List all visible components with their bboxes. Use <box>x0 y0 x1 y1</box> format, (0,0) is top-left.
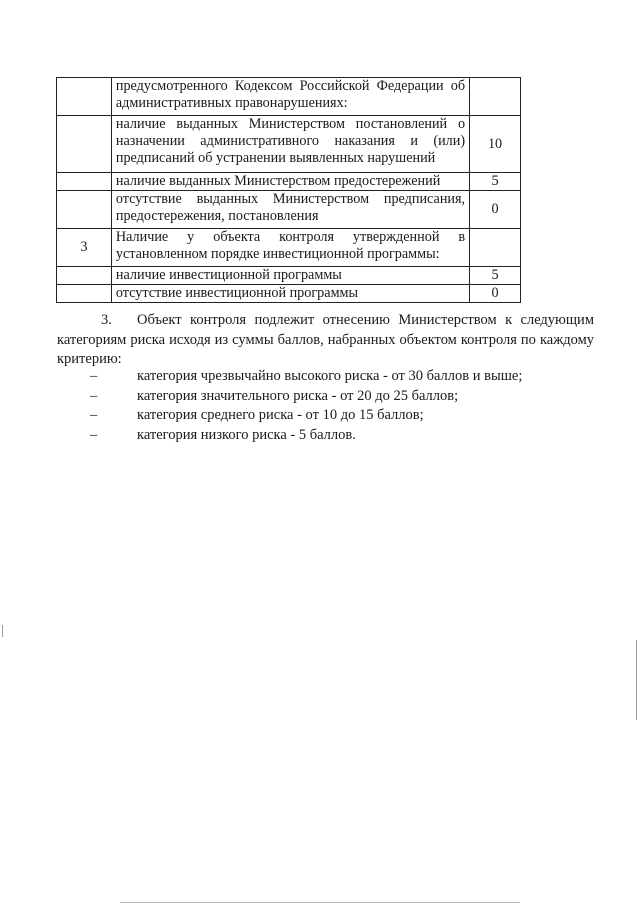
score-value: 10 <box>470 116 521 173</box>
row-number <box>57 78 112 116</box>
criterion-text: отсутствие выданных Министерством предписания, предостережения, постановления <box>111 191 469 229</box>
row-number <box>57 285 112 303</box>
list-item-text: категория чрезвычайно высокого риска - от 30 баллов и выше; <box>137 368 523 384</box>
criterion-text: Наличие у объекта контроля утвержденной в установленном порядке инвестиционной программы: <box>111 229 469 267</box>
score-value: 0 <box>470 191 521 229</box>
scan-edge-mark <box>2 625 3 637</box>
list-item <box>90 426 522 446</box>
list-item-text: категория среднего риска - от 10 до 15 баллов; <box>137 407 424 423</box>
list-item-text: категория значительного риска - от 20 до 25 баллов; <box>137 387 459 404</box>
criterion-text: предусмотренного Кодексом Российской Федерации об административных правонарушениях: <box>111 78 469 116</box>
row-number <box>57 191 112 229</box>
paragraph-text: Объект контроля подлежит отнесению Министерством к следующим категориям риска исходя из суммы баллов, набранных объектом контроля по каждому критерию: <box>57 312 594 367</box>
dash-bullet: – <box>90 387 98 404</box>
dash-bullet: – <box>90 426 98 443</box>
criterion-text: отсутствие инвестиционной программы <box>111 285 469 303</box>
row-number <box>57 116 112 173</box>
table-row <box>57 173 521 191</box>
dash-bullet: – <box>90 368 98 384</box>
paragraph-number: 3. <box>101 312 112 328</box>
table-row <box>57 267 521 285</box>
row-number <box>57 173 112 191</box>
row-number <box>57 267 112 285</box>
scan-edge-mark <box>636 640 637 720</box>
risk-category-list <box>90 367 522 445</box>
score-value <box>470 229 521 267</box>
list-item <box>90 387 522 407</box>
table-row <box>57 285 521 303</box>
table-row <box>57 191 521 229</box>
criterion-text: наличие выданных Министерством предостережений <box>111 173 469 191</box>
score-value: 5 <box>470 173 521 191</box>
table-row <box>57 116 521 173</box>
row-number: 3 <box>57 229 112 267</box>
scan-edge-mark <box>120 902 520 903</box>
table-row <box>57 78 521 116</box>
criterion-text: наличие инвестиционной программы <box>111 267 469 285</box>
score-value: 0 <box>470 285 521 303</box>
table-row <box>57 229 521 267</box>
list-item-text: категория низкого риска - 5 баллов. <box>137 426 356 443</box>
dash-bullet: – <box>90 407 98 423</box>
list-item <box>90 406 522 426</box>
score-value <box>470 78 521 116</box>
paragraph-3 <box>57 311 594 370</box>
list-item <box>90 367 522 387</box>
score-value: 5 <box>470 267 521 285</box>
criteria-table <box>56 77 521 303</box>
criterion-text: наличие выданных Министерством постановлений о назначении административного наказания и (или) предписаний об устранении выявленных нарушений <box>111 116 469 173</box>
